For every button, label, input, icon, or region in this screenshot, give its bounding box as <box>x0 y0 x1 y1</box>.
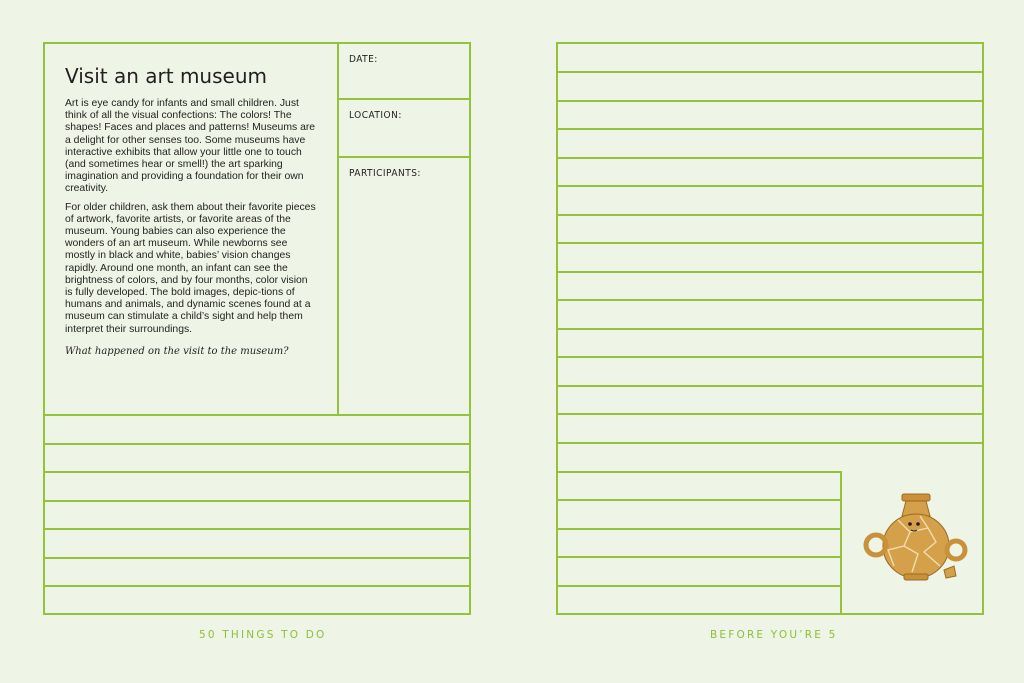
activity-paragraph-2: For older children, ask them about their favorite pieces of artwork, favorite artists, or favorite areas of the museum. Young babies can also experience the wonders of an art museum. While newborns see mostly in black and white, babies’ vision changes rapidly. Around one month, an infant can see the brightness of colors, and by four months, color vision is fully developed. The bold images, depic-tions of humans and animals, and dynamic scenes found at a museum can stimulate a child’s sight and help them interpret their surroundings. <box>65 201 316 335</box>
writing-line[interactable] <box>558 299 982 301</box>
right-page-journal-frame <box>556 42 984 615</box>
activity-paragraph-1: Art is eye candy for infants and small children. Just think of all the visual confections: The colors! The shapes! Faces and places and patterns! Museums are a delight for other senses too. Some museums have interactive exhibits that allow your little one to touch (and sometimes hear or smell!) the art sparking imagination and providing a foundation for their own creativity. <box>65 98 316 195</box>
writing-line[interactable] <box>558 157 982 159</box>
writing-line[interactable] <box>558 499 840 501</box>
participants-field[interactable] <box>339 158 469 414</box>
left-page-journal-frame <box>43 42 471 615</box>
details-column <box>339 44 469 416</box>
writing-line[interactable] <box>558 214 982 216</box>
writing-line[interactable] <box>558 100 982 102</box>
date-field[interactable] <box>339 44 469 100</box>
writing-line[interactable] <box>558 585 840 587</box>
right-footer: BEFORE YOU’RE 5 <box>710 629 838 641</box>
writing-line[interactable] <box>558 556 840 558</box>
writing-line[interactable] <box>558 128 982 130</box>
writing-line[interactable] <box>558 185 982 187</box>
writing-line[interactable] <box>45 557 469 559</box>
writing-line[interactable] <box>558 242 982 244</box>
writing-line[interactable] <box>558 385 982 387</box>
illustration-box-divider <box>840 471 842 613</box>
writing-line[interactable] <box>558 442 982 444</box>
writing-line[interactable] <box>558 71 982 73</box>
broken-vase-illustration <box>858 488 968 598</box>
location-field[interactable] <box>339 100 469 158</box>
participants-label: PARTICIPANTS: <box>349 168 421 179</box>
writing-line[interactable] <box>558 271 982 273</box>
location-label: LOCATION: <box>349 110 402 121</box>
writing-line[interactable] <box>558 413 982 415</box>
writing-line[interactable] <box>558 471 840 473</box>
activity-title: Visit an art museum <box>65 64 267 88</box>
writing-line[interactable] <box>558 328 982 330</box>
journal-prompt: What happened on the visit to the museum? <box>65 345 289 357</box>
writing-line[interactable] <box>558 528 840 530</box>
writing-line[interactable] <box>45 471 469 473</box>
date-label: DATE: <box>349 54 378 65</box>
writing-line[interactable] <box>45 585 469 587</box>
writing-line[interactable] <box>45 528 469 530</box>
writing-line[interactable] <box>45 500 469 502</box>
activity-text-block <box>45 44 339 416</box>
left-footer: 50 THINGS TO DO <box>199 629 327 641</box>
writing-line[interactable] <box>45 443 469 445</box>
writing-line[interactable] <box>558 356 982 358</box>
